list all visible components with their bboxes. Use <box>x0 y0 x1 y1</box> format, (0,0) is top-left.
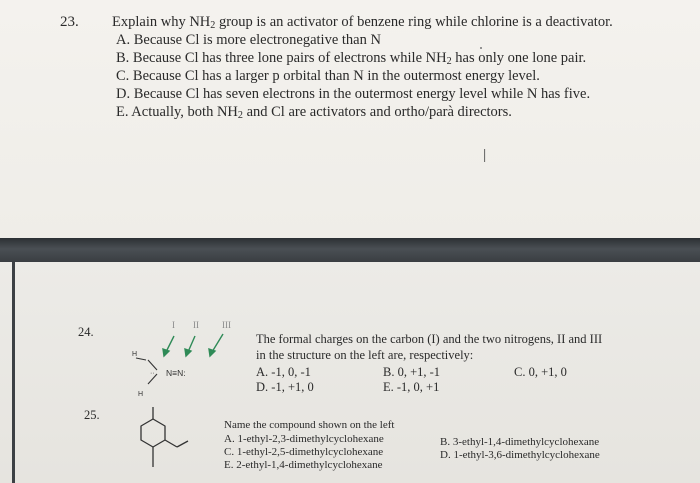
question-24-text-line1: The formal charges on the carbon (I) and the two nitrogens, II and III <box>256 332 603 346</box>
question-24-option-e[interactable]: E. -1, 0, +1 <box>383 380 440 394</box>
label-carbon-i: I <box>172 320 175 330</box>
question-24-option-c[interactable]: C. 0, +1, 0 <box>514 365 567 379</box>
question-24-text-line2: in the structure on the left are, respectively: <box>256 348 474 362</box>
page-divider <box>0 238 700 262</box>
label-nitrogen-iii: III <box>222 320 231 330</box>
question-23-option-d[interactable]: D. Because Cl has seven electrons in the outermost energy level while N has five. <box>116 86 591 102</box>
question-24-option-b[interactable]: B. 0, +1, -1 <box>383 365 441 379</box>
stray-dot <box>480 47 482 49</box>
text-cursor-icon: I <box>482 146 488 167</box>
hydrogen-top-label: H <box>132 351 138 358</box>
left-margin-rule <box>12 262 15 483</box>
svg-text:··: ·· <box>150 370 155 377</box>
question-23-option-c[interactable]: C. Because Cl has a larger p orbital than N in the outermost energy level. <box>116 68 540 84</box>
question-25-option-e[interactable]: E. 2-ethyl-1,4-dimethylcyclohexane <box>224 459 383 471</box>
question-24-number: 24. <box>78 325 94 339</box>
question-23-number: 23. <box>60 14 79 30</box>
question-25-option-d[interactable]: D. 1-ethyl-3,6-dimethylcyclohexane <box>440 449 600 461</box>
hydrogen-bottom-label: H <box>138 391 144 398</box>
question-25-number: 25. <box>84 408 100 422</box>
label-nitrogen-ii: II <box>193 320 199 330</box>
question-25-option-b[interactable]: B. 3-ethyl-1,4-dimethylcyclohexane <box>440 436 600 448</box>
diazo-structure-drawing <box>128 330 238 402</box>
question-24-option-d[interactable]: D. -1, +1, 0 <box>256 380 314 394</box>
question-25-option-c[interactable]: C. 1-ethyl-2,5-dimethylcyclohexane <box>224 446 384 458</box>
question-25-text: Name the compound shown on the left <box>224 419 395 431</box>
question-24-option-a[interactable]: A. -1, 0, -1 <box>256 365 311 379</box>
cyclohexane-structure-drawing <box>128 405 196 479</box>
question-23-option-b[interactable]: B. Because Cl has three lone pairs of electrons while $NH_2$ has only one lone pair. <box>116 50 587 67</box>
question-23-option-e[interactable]: E. Actually, both $NH_2$ and Cl are activators and ortho/parà directors. <box>116 104 512 121</box>
question-23-text: Explain why $NH_2$ group is an activator of benzene ring while chlorine is a deactivator. <box>112 14 613 31</box>
nitrogen-triple-bond-label: N≡N: <box>166 368 186 378</box>
question-25-option-a[interactable]: A. 1-ethyl-2,3-dimethylcyclohexane <box>224 433 384 445</box>
question-23-option-a[interactable]: A. Because Cl is more electronegative than N <box>116 32 381 48</box>
